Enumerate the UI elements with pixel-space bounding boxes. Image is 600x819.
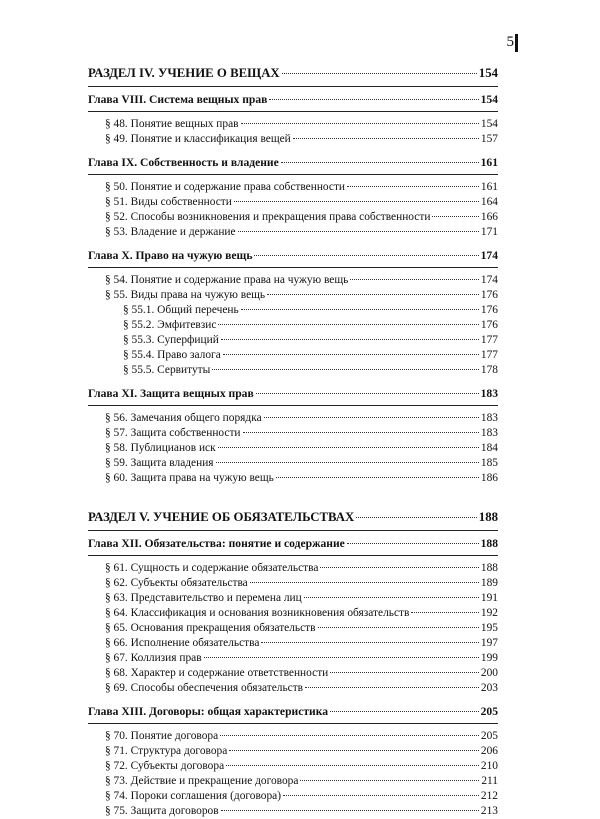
toc-entry-title: § 71. Структура договора [105,745,228,757]
toc-item-row [88,456,498,471]
dot-leader [330,711,479,712]
dot-leader [218,447,479,448]
toc-entry-page: 188 [480,537,498,550]
toc-entry-page: 176 [480,289,498,301]
toc-entry-page: 183 [480,387,498,400]
dot-leader [226,765,479,766]
toc-item-row [88,288,498,303]
dot-leader [267,294,479,295]
toc-entry-title: § 52. Способы возникновения и прекращения права собственности [105,211,431,223]
toc-chapter-row [88,386,498,402]
toc-entry-title: § 58. Публицианов иск [105,442,216,454]
toc-chapter-row [88,536,498,552]
dot-leader [216,462,479,463]
toc-entry-title: Глава XI. Защита вещных прав [88,387,254,400]
dot-leader [347,186,479,187]
dot-leader [350,279,479,280]
toc-item-row [88,636,498,651]
page-number: 5 [506,34,514,50]
toc-entry-page: 176 [480,319,498,331]
toc-entry-page: 166 [480,211,498,223]
dot-leader [221,339,479,340]
dot-leader [241,309,479,310]
toc-entry-title: § 55.3. Суперфиций [123,334,219,346]
toc-entry-page: 161 [480,156,498,169]
toc-item-row [88,210,498,225]
toc-entry-page: 177 [480,334,498,346]
toc-entry-title: § 54. Понятие и содержание права на чужую вещь [105,274,349,286]
toc-entry-title: § 64. Классификация и основания возникновения обязательств [105,607,410,619]
toc-entry-title: § 59. Защита владения [105,457,214,469]
table-of-contents [88,64,498,819]
dot-leader [241,123,479,124]
dot-leader [250,582,479,583]
toc-entry-page: 184 [480,442,498,454]
toc-entry-title: § 55.2. Эмфитевзис [123,319,217,331]
toc-entry-page: 210 [480,760,498,772]
toc-item-row [88,774,498,789]
toc-entry-page: 183 [480,427,498,439]
toc-item-row [88,744,498,759]
toc-chapter-row [88,92,498,108]
toc-entry-page: 212 [480,790,498,802]
toc-item-row [88,426,498,441]
dot-leader [300,780,479,781]
toc-item-row [88,666,498,681]
page-number-bar [515,34,518,52]
toc-sub-row [88,333,498,348]
toc-item-row [88,561,498,576]
toc-entry-page: 206 [480,745,498,757]
dot-leader [282,73,477,74]
toc-item-row [88,273,498,288]
toc-item-row [88,621,498,636]
dot-leader [304,597,479,598]
toc-entry-title: § 60. Защита права на чужую вещь [105,472,274,484]
toc-entry-page: 154 [480,93,498,106]
dot-leader [229,750,479,751]
dot-leader [276,477,479,478]
toc-chapter-row [88,155,498,171]
toc-entry-title: § 62. Субъекты обязательства [105,577,248,589]
toc-entry-page: 164 [480,196,498,208]
toc-entry-title: § 55.5. Сервитуты [123,364,211,376]
toc-sub-row [88,363,498,378]
toc-entry-page: 213 [480,805,498,817]
toc-entry-title: § 75. Защита договоров [105,805,219,817]
toc-entry-page: 178 [480,364,498,376]
divider-line [88,530,498,531]
toc-item-row [88,411,498,426]
divider-line [88,267,498,268]
toc-entry-title: Глава X. Право на чужую вещь [88,249,253,262]
toc-item-row [88,606,498,621]
toc-entry-title: § 66. Исполнение обязательства [105,637,260,649]
toc-item-row [88,132,498,147]
dot-leader [269,99,478,100]
divider-line [88,555,498,556]
toc-entry-title: § 65. Основания прекращения обязательств [105,622,316,634]
dot-leader [238,231,479,232]
toc-item-row [88,471,498,486]
toc-entry-page: 176 [480,304,498,316]
dot-leader [305,687,479,688]
toc-entry-page: 186 [480,472,498,484]
toc-entry-page: 205 [480,730,498,742]
toc-entry-title: Глава IX. Собственность и владение [88,156,279,169]
toc-entry-title: § 67. Коллизия прав [105,652,202,664]
dot-leader [330,672,479,673]
toc-entry-title: § 72. Субъекты договора [105,760,225,772]
toc-item-row [88,651,498,666]
toc-item-row [88,117,498,132]
toc-entry-page: 188 [480,562,498,574]
dot-leader [283,795,479,796]
toc-entry-page: 188 [478,510,498,524]
toc-entry-title: § 63. Представительство и перемена лиц [105,592,302,604]
dot-leader [261,642,478,643]
toc-sub-row [88,318,498,333]
toc-entry-page: 189 [480,577,498,589]
toc-section-row [88,64,498,83]
toc-entry-page: 192 [480,607,498,619]
toc-item-row [88,804,498,819]
toc-entry-title: § 73. Действие и прекращение договора [105,775,299,787]
dot-leader [243,432,479,433]
toc-entry-title: § 55.4. Право залога [123,349,221,361]
dot-leader [320,567,478,568]
dot-leader [218,324,478,325]
dot-leader [293,138,479,139]
toc-entry-page: 191 [480,592,498,604]
toc-entry-page: 154 [478,66,498,80]
dot-leader [256,393,479,394]
toc-entry-page: 154 [480,118,498,130]
toc-entry-title: § 53. Владение и держание [105,226,236,238]
toc-item-row [88,591,498,606]
toc-sub-row [88,348,498,363]
toc-entry-page: 211 [481,775,498,787]
toc-item-row [88,759,498,774]
toc-entry-title: § 56. Замечания общего порядка [105,412,262,424]
dot-leader [220,735,479,736]
dot-leader [234,201,479,202]
dot-leader [221,810,479,811]
toc-entry-title: РАЗДЕЛ IV. УЧЕНИЕ О ВЕЩАХ [88,66,280,80]
toc-entry-title: § 50. Понятие и содержание права собственности [105,181,346,193]
toc-item-row [88,195,498,210]
toc-entry-title: Глава VIII. Система вещных прав [88,93,268,106]
toc-entry-title: § 57. Защита собственности [105,427,241,439]
toc-item-row [88,441,498,456]
toc-item-row [88,729,498,744]
toc-entry-title: § 51. Виды собственности [105,196,232,208]
dot-leader [204,657,479,658]
divider-line [88,174,498,175]
toc-item-row [88,576,498,591]
toc-entry-page: 183 [480,412,498,424]
toc-entry-title: Глава XIII. Договоры: общая характеристика [88,705,329,718]
toc-item-row [88,789,498,804]
toc-entry-title: § 49. Понятие и классификация вещей [105,133,291,145]
toc-entry-page: 171 [480,226,498,238]
dot-leader [223,354,479,355]
divider-line [88,111,498,112]
dot-leader [347,543,479,544]
toc-entry-title: § 55. Виды права на чужую вещь [105,289,266,301]
dot-leader [212,369,479,370]
toc-item-row [88,681,498,696]
toc-entry-page: 174 [480,249,498,262]
toc-section-row [88,508,498,527]
toc-entry-page: 200 [480,667,498,679]
divider-line [88,86,498,87]
toc-entry-title: § 68. Характер и содержание ответственности [105,667,329,679]
toc-chapter-row [88,248,498,264]
toc-entry-page: 205 [480,705,498,718]
dot-leader [281,162,479,163]
dot-leader [254,255,478,256]
toc-entry-title: § 74. Пороки соглашения (договора) [105,790,282,802]
toc-entry-title: Глава XII. Обязательства: понятие и содержание [88,537,345,550]
toc-item-row [88,225,498,240]
dot-leader [432,216,478,217]
divider-line [88,405,498,406]
toc-entry-title: РАЗДЕЛ V. УЧЕНИЕ ОБ ОБЯЗАТЕЛЬСТВАХ [88,510,355,524]
divider-line [88,723,498,724]
toc-entry-page: 199 [480,652,498,664]
toc-entry-title: § 69. Способы обеспечения обязательств [105,682,304,694]
dot-leader [411,612,479,613]
toc-entry-page: 161 [480,181,498,193]
toc-entry-page: 177 [480,349,498,361]
toc-entry-page: 157 [480,133,498,145]
toc-sub-row [88,303,498,318]
toc-entry-page: 185 [480,457,498,469]
toc-item-row [88,180,498,195]
toc-entry-title: § 55.1. Общий перечень [123,304,239,316]
toc-entry-page: 203 [480,682,498,694]
toc-entry-page: 197 [480,637,498,649]
dot-leader [356,517,477,518]
toc-entry-page: 174 [480,274,498,286]
toc-chapter-row [88,704,498,720]
dot-leader [264,417,479,418]
dot-leader [318,627,479,628]
toc-entry-title: § 61. Сущность и содержание обязательства [105,562,319,574]
toc-entry-title: § 70. Понятие договора [105,730,219,742]
toc-entry-page: 195 [480,622,498,634]
toc-entry-title: § 48. Понятие вещных прав [105,118,239,130]
